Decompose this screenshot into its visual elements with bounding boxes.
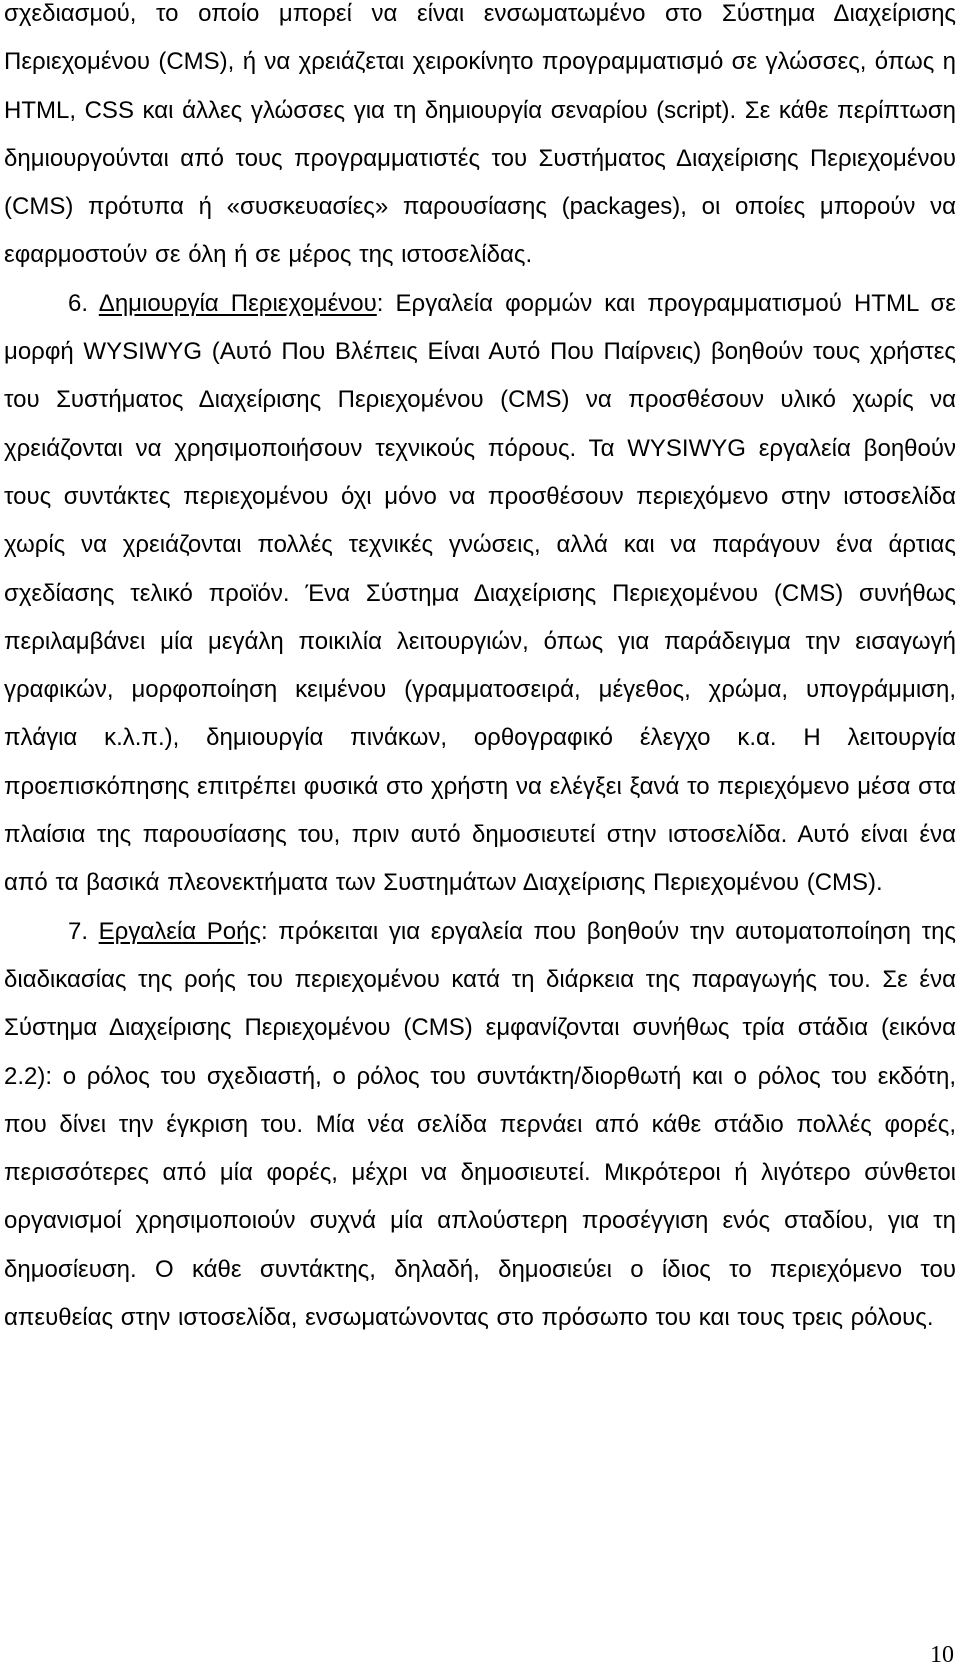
list-item-text: : Εργαλεία φορμών και προγραμματισμού HTML σε μορφή WYSIWYG (Αυτό Που Βλέπεις Είναι Αυτό Που Παίρνεις) βοηθούν τους χρήστες του Συστήματος Διαχείρισης Περιεχομένου (CMS) να προσθέσουν υλικό χωρίς να χρειάζονται να χρησιμοποιήσουν τεχνικούς πόρους. Τα WYSIWYG εργαλεία βοηθούν τους συντάκτες περιεχομένου όχι μόνο να προσθέσουν περιεχόμενο στην ιστοσελίδα χωρίς να χρειάζονται πολλές τεχνικές γνώσεις, αλλά και να παράγουν ένα άρτιας σχεδίασης τελικό προϊόν. Ένα Σύστημα Διαχείρισης Περιεχομένου (CMS) συνήθως περιλαμβάνει μία μεγάλη ποικιλία λειτουργιών, όπως για παράδειγμα την εισαγωγή γραφικών, μορφοποίηση κειμένου (γραμματοσειρά, μέγεθος, χρώμα, υπογράμμιση, πλάγια κ.λ.π.), δημιουργία πινάκων, ορθογραφικό έλεγχο κ.α. Η λειτουργία προεπισκόπησης επιτρέπει φυσικά στο χρήστη να ελέγξει ξανά το περιεχόμενο μέσα στα πλαίσια της παρουσίασης του, πριν αυτό δημοσιευτεί στην ιστοσελίδα. Αυτό είναι ένα από τα βασικά πλεονεκτήματα των Συστημάτων Διαχείρισης Περιεχομένου (CMS).	[4, 289, 957, 897]
list-item-number: 6.	[68, 289, 89, 317]
list-item-workflow-tools	[4, 908, 956, 1343]
list-item-content-creation	[4, 280, 956, 908]
term-content-creation: Δημιουργία Περιεχομένου	[98, 289, 377, 317]
term-workflow-tools: Εργαλεία Ροής	[98, 917, 261, 945]
list-item-text: : πρόκειται για εργαλεία που βοηθούν την αυτοματοποίηση της διαδικασίας της ροής του περιεχομένου κατά τη διάρκεια της παραγωγής του. Σε ένα Σύστημα Διαχείρισης Περιεχομένου (CMS) εμφανίζονται συνήθως τρία στάδια (εικόνα 2.2): ο ρόλος του σχεδιαστή, ο ρόλος του συντάκτη/διορθωτή και ο ρόλος του εκδότη, που δίνει την έγκριση του. Μία νέα σελίδα περνάει από κάθε στάδιο πολλές φορές, περισσότερες από μία φορές, μέχρι να δημοσιευτεί. Μικρότεροι ή λιγότερο σύνθετοι οργανισμοί χρησιμοποιούν συχνά μία απλούστερη προσέγγιση ενός σταδίου, για τη δημοσίευση. Ο κάθε συντάκτης, δηλαδή, δημοσιεύει ο ίδιος το περιεχόμενο του απευθείας στην ιστοσελίδα, ενσωματώνοντας στο πρόσωπο του και τους τρεις ρόλους.	[4, 917, 956, 1332]
page-number: 10	[930, 1642, 954, 1668]
list-item-number: 7.	[68, 917, 89, 945]
document-page	[4, 0, 956, 1678]
paragraph-text: σχεδιασμού, το οποίο μπορεί να είναι ενσωματωμένο στο Σύστημα Διαχείρισης Περιεχομένου (CMS), ή να χρειάζεται χειροκίνητο προγραμματισμό σε γλώσσες, όπως η HTML, CSS και άλλες γλώσσες για τη δημιουργία σεναρίου (script). Σε κάθε περίπτωση δημιουργούνται από τους προγραμματιστές του Συστήματος Διαχείρισης Περιεχομένου (CMS) πρότυπα ή «συσκευασίες» παρουσίασης (packages), οι οποίες μπορούν να εφαρμοστούν σε όλη ή σε μέρος της ιστοσελίδας.	[4, 0, 956, 269]
body-text	[4, 0, 956, 1342]
paragraph-continuation	[4, 0, 956, 280]
